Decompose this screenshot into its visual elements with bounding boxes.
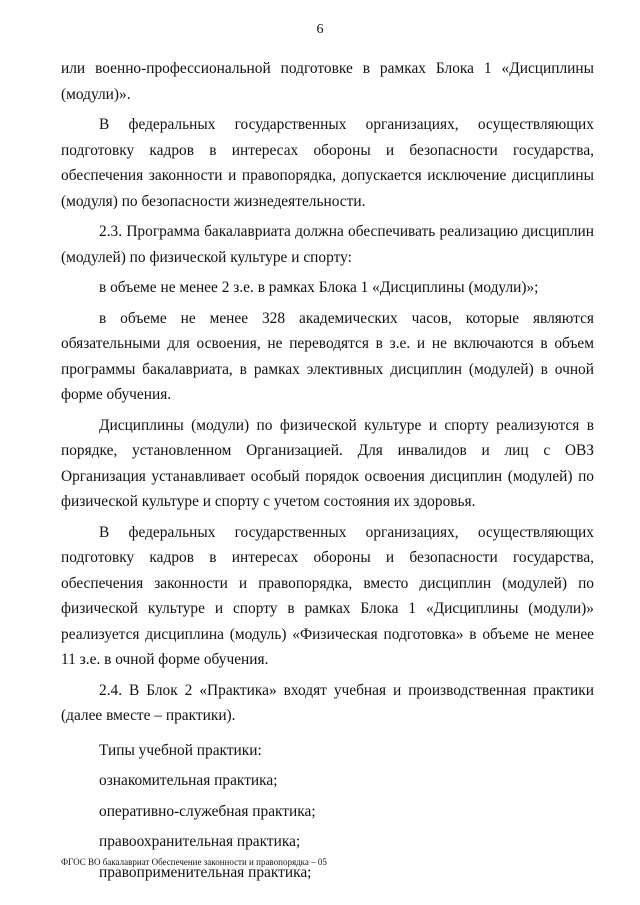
page-number: 6: [316, 22, 324, 37]
practice-list-heading: Типы учебной практики:: [99, 741, 262, 759]
paragraph-2-3: 2.3. Программа бакалавриата должна обеспечивать реализацию дисциплин (модулей) по физической культуре и спорту:: [61, 223, 594, 266]
paragraph-2-4: 2.4. В Блок 2 «Практика» входят учебная и производственная практики (далее вместе – практики).: [61, 681, 594, 724]
page-footer: ФГОС ВО бакалавриат Обеспечение законности и правопорядка – 05: [61, 857, 327, 867]
document-body: [61, 56, 594, 885]
paragraph-volume-hours: в объеме не менее 328 академических часов, которые являются обязательными для освоения, не переводятся в з.е. и не включаются в объем программы бакалавриата, в рамках элективных дисциплин (модулей) в очной форме обучения.: [61, 309, 594, 403]
practice-list-item: правоохранительная практика;: [99, 833, 301, 850]
paragraph-continuation: или военно-профессиональной подготовке в рамках Блока 1 «Дисциплины (модули)».: [61, 60, 594, 103]
paragraph-volume-ze: в объеме не менее 2 з.е. в рамках Блока 1 «Дисциплины (модули)»;: [99, 279, 539, 296]
practice-list-item: оперативно-служебная практика;: [99, 802, 316, 820]
paragraph-federal-exception: В федеральных государственных организациях, осуществляющих подготовку кадров в интересах обороны и безопасности государства, обеспечения законности и правопорядка, допускается исключение дисциплины (модуля) по безопасности жизнедеятельности.: [61, 116, 594, 210]
practice-list-item: ознакомительная практика;: [99, 772, 278, 789]
paragraph-implementation-order: Дисциплины (модули) по физической культуре и спорту реализуются в порядке, установленном Организацией. Для инвалидов и лиц с ОВЗ Организация устанавливает особый порядок освоения дисциплин (модулей) по физической культуре и спорту с учетом состояния их здоровья.: [61, 416, 594, 510]
practice-list-item: правоприменительная практика;: [99, 863, 312, 881]
paragraph-physical-training: В федеральных государственных организациях, осуществляющих подготовку кадров в интересах обороны и безопасности государства, обеспечения законности и правопорядка, вместо дисциплин (модулей) по физической культуре и спорту в рамках Блока 1 «Дисциплины (модули)» реализуется дисциплина (модуль) «Физическая подготовка» в объеме не менее 11 з.е. в очной форме обучения.: [61, 523, 594, 668]
